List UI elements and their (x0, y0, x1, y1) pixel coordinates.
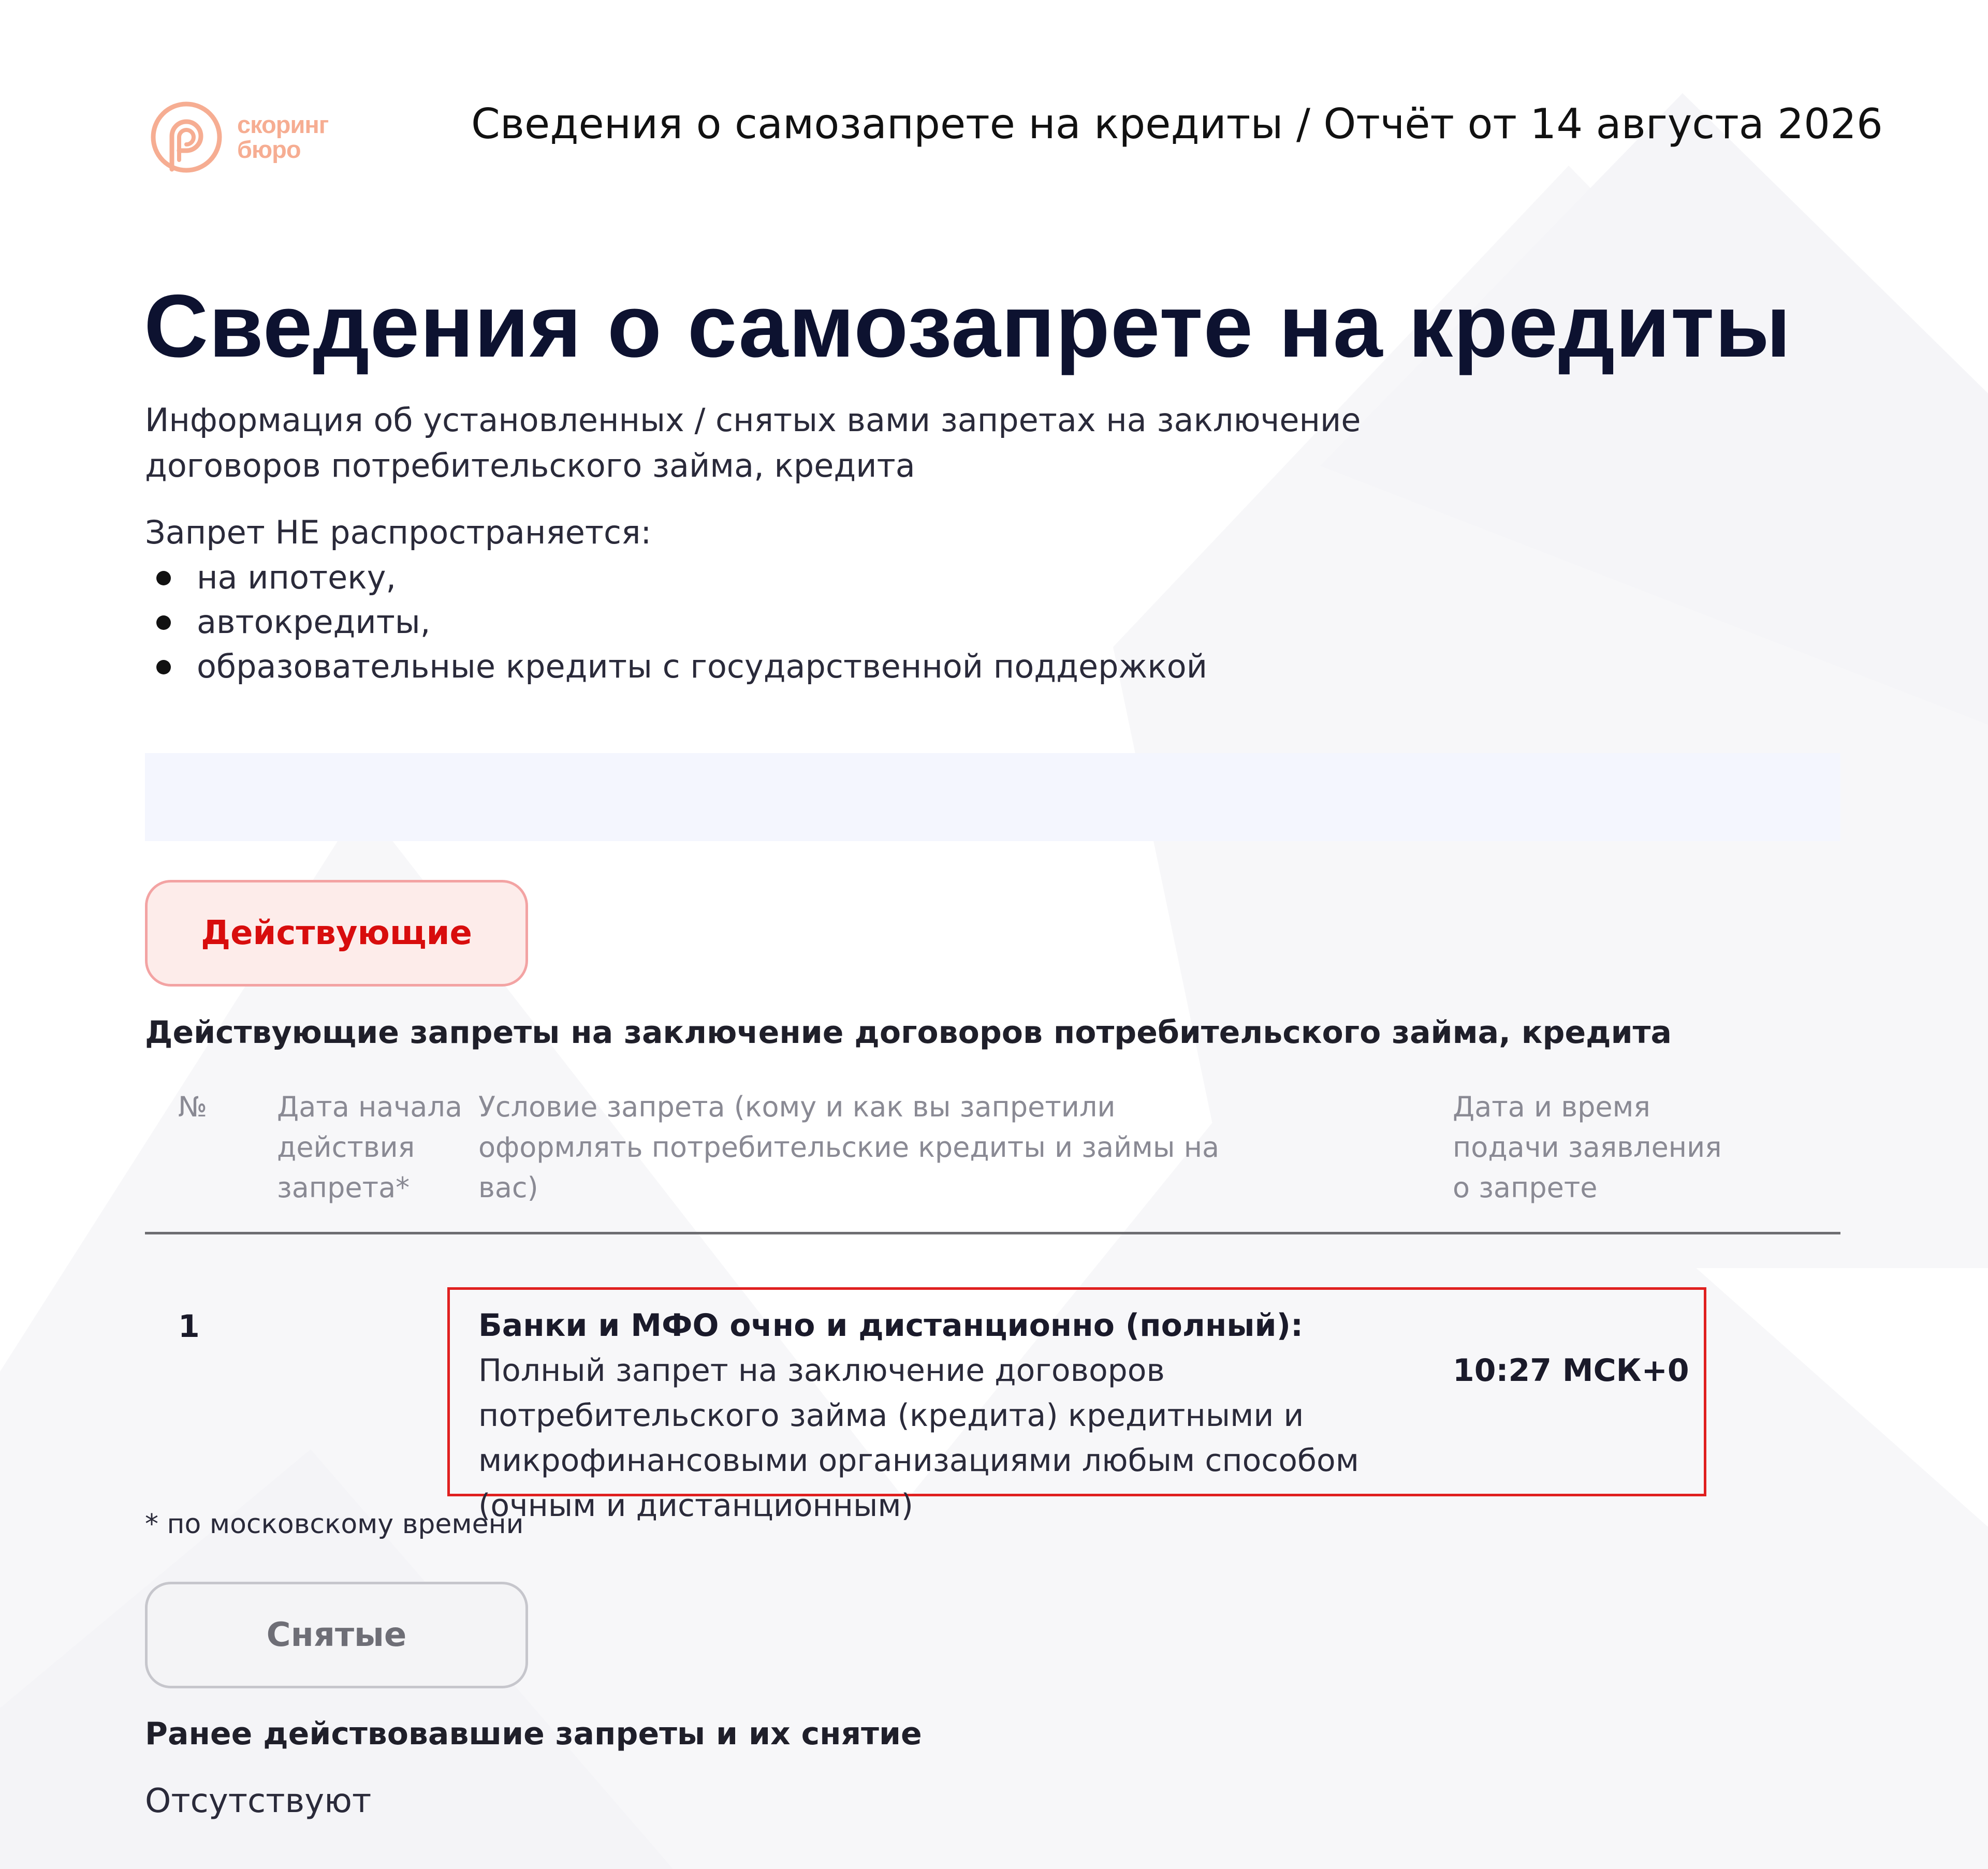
exclusions-note: Запрет НЕ распространяется: (145, 513, 652, 551)
condition-text: Полный запрет на заключение договоров потребительского займа (кредита) кредитными и микрофинансовыми организациями любым способом (очным и дистанционным) (478, 1352, 1359, 1524)
removed-bans-empty-text: Отсутствуют (145, 1782, 372, 1820)
tab-removed-bans[interactable]: Снятые (145, 1582, 528, 1688)
removed-bans-heading: Ранее действовавшие запреты и их снятие (145, 1716, 922, 1752)
page-title: Сведения о самозапрете на кредиты (144, 276, 1792, 376)
intro-text (145, 398, 1543, 489)
exclusion-item: образовательные кредиты с государственной поддержкой (145, 644, 1207, 689)
column-header-number: № (178, 1091, 208, 1123)
logo-wordmark-line1: скоринг (237, 111, 329, 138)
info-bar (145, 753, 1840, 841)
exclusion-item: автокредиты, (145, 600, 1207, 644)
row-condition (478, 1303, 1462, 1528)
tab-active-bans[interactable]: Действующие (145, 880, 528, 987)
column-header-condition: Условие запрета (кому и как вы запретили оформлять потребительские кредиты и займы на вас) (478, 1091, 1220, 1204)
exclusion-item: на ипотеку, (145, 555, 1207, 600)
logo-wordmark-line2: бюро (237, 136, 301, 163)
column-header-start-date: Дата начала действия запрета* (277, 1091, 462, 1204)
row-number: 1 (178, 1308, 200, 1345)
column-header-filed: Дата и время подачи заявления о запрете (1453, 1091, 1722, 1204)
condition-title: Банки и МФО очно и дистанционно (полный): (478, 1307, 1304, 1344)
intro-paragraph: Информация об установленных / снятых вами запретах на заключение договоров потребительского займа, кредита (145, 401, 1361, 484)
report-header-title: Сведения о самозапрете на кредиты / Отчёт от 14 августа 2026 (471, 100, 1883, 148)
logo-wordmark (237, 112, 328, 162)
row-filed-time: 10:27 МСК+0 (1453, 1352, 1689, 1389)
scoring-bureau-logo-icon (145, 96, 228, 179)
scoring-bureau-logo (145, 96, 362, 179)
moscow-time-footnote: * по московскому времени (145, 1509, 524, 1540)
active-bans-heading: Действующие запреты на заключение договоров потребительского займа, кредита (145, 1014, 1672, 1051)
table-header-divider (145, 1232, 1840, 1234)
exclusions-list (145, 555, 1207, 689)
